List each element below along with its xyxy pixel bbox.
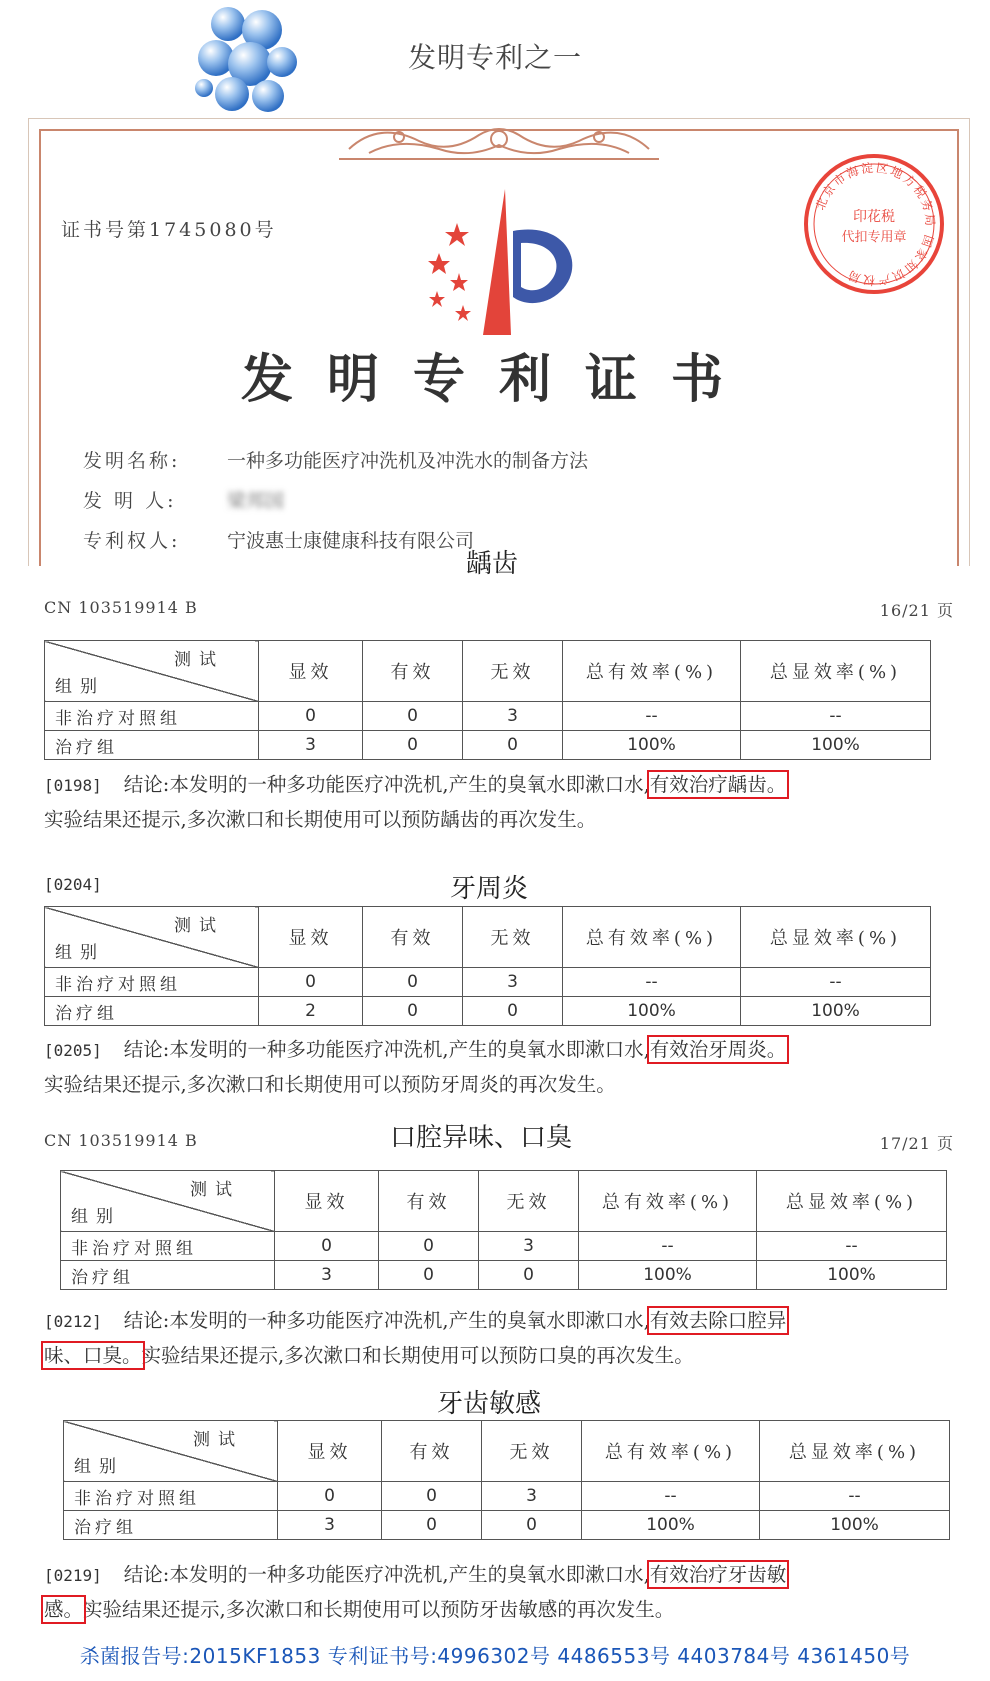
table-cell: -- (741, 702, 931, 731)
table-header-cell: 总显效率(%) (741, 907, 931, 968)
results-table (44, 640, 931, 760)
table-cell: 0 (379, 1232, 479, 1261)
paragraph-number: [0205] (44, 1041, 102, 1060)
table-cell: 100% (741, 731, 931, 760)
table-cell: -- (741, 968, 931, 997)
table-cell: 3 (482, 1482, 582, 1511)
corner-label-test: 测试 (193, 1430, 243, 1450)
patent-certificate (28, 118, 970, 566)
results-table (60, 1170, 947, 1290)
group-name-cell: 非治疗对照组 (45, 968, 259, 997)
section-title: 口腔异味、口臭 (390, 1123, 573, 1153)
table-corner-cell (45, 641, 259, 702)
table-cell: 0 (275, 1232, 379, 1261)
table-header-cell: 总有效率(%) (563, 641, 741, 702)
conclusion-text: 结论:本发明的一种多功能医疗冲洗机,产生的臭氧水即漱口水, (123, 1309, 650, 1332)
group-name-cell: 治疗组 (64, 1511, 278, 1540)
certificate-title: 发明专利证书 (240, 349, 757, 410)
patent-office-logo-icon (417, 187, 597, 337)
table-header-cell: 有效 (363, 641, 463, 702)
highlighted-claim: 有效去除口腔异 (649, 1309, 787, 1332)
table-header-cell: 无效 (463, 641, 563, 702)
field-label: 发明名称: (83, 450, 181, 472)
results-table (44, 906, 931, 1026)
corner-label-test: 测试 (174, 916, 224, 936)
group-name-cell: 非治疗对照组 (45, 702, 259, 731)
conclusion-text: 结论:本发明的一种多功能医疗冲洗机,产生的臭氧水即漱口水, (123, 773, 650, 796)
table-cell: 100% (741, 997, 931, 1026)
paragraph-number: [0198] (44, 776, 102, 795)
table-row (45, 731, 931, 760)
table-row (64, 1482, 950, 1511)
conclusion-paragraph (44, 1033, 924, 1102)
page-number: 16/21 页 (879, 601, 954, 620)
results-table (63, 1420, 950, 1540)
conclusion-followup: 实验结果还提示,多次漱口和长期使用可以预防牙齿敏感的再次发生。 (83, 1598, 675, 1621)
table-cell: 0 (382, 1511, 482, 1540)
table-cell: 0 (278, 1482, 382, 1511)
corner-label-test: 测试 (174, 650, 224, 670)
table-cell: -- (757, 1232, 947, 1261)
table-cell: 0 (463, 997, 563, 1026)
table-cell: 3 (278, 1511, 382, 1540)
table-cell: -- (563, 968, 741, 997)
table-header-row (61, 1171, 947, 1232)
table-cell: 100% (563, 997, 741, 1026)
table-cell: 3 (463, 968, 563, 997)
corner-label-group: 组别 (71, 1207, 121, 1227)
table-header-cell: 有效 (382, 1421, 482, 1482)
group-name-cell: 治疗组 (61, 1261, 275, 1290)
field-value: 宁波惠士康健康科技有限公司 (227, 530, 475, 552)
paragraph-number: [0204] (44, 875, 102, 894)
section-title: 牙齿敏感 (437, 1389, 542, 1419)
table-header-row (64, 1421, 950, 1482)
table-header-cell: 有效 (379, 1171, 479, 1232)
table-cell: 0 (379, 1261, 479, 1290)
table-cell: 3 (259, 731, 363, 760)
conclusion-followup: 实验结果还提示,多次漱口和长期使用可以预防口臭的再次发生。 (141, 1344, 694, 1367)
corner-label-group: 组别 (55, 677, 105, 697)
table-cell: 2 (259, 997, 363, 1026)
highlighted-claim: 有效治疗龋齿。 (649, 773, 787, 796)
table-row (61, 1261, 947, 1290)
corner-label-group: 组别 (74, 1457, 124, 1477)
page-heading: 发明专利之一 (407, 41, 582, 74)
field-label: 专利权人: (83, 530, 181, 552)
table-cell: 0 (479, 1261, 579, 1290)
table-header-cell: 总显效率(%) (757, 1171, 947, 1232)
conclusion-text: 结论:本发明的一种多功能医疗冲洗机,产生的臭氧水即漱口水, (123, 1563, 650, 1586)
table-cell: 3 (479, 1232, 579, 1261)
conclusion-followup: 实验结果还提示,多次漱口和长期使用可以预防龋齿的再次发生。 (44, 808, 597, 831)
svg-text:代扣专用章: 代扣专用章 (841, 230, 907, 245)
certificate-number: 证书号第1745080号 (61, 219, 277, 241)
table-corner-cell (45, 907, 259, 968)
table-header-cell: 总显效率(%) (741, 641, 931, 702)
paragraph-number: [0219] (44, 1566, 102, 1585)
field-inventor (83, 481, 588, 521)
table-header-cell: 显效 (259, 641, 363, 702)
table-corner-cell (64, 1421, 278, 1482)
patent-number: CN 103519914 B (44, 1131, 198, 1150)
table-cell: 100% (757, 1261, 947, 1290)
official-seal-icon (799, 149, 949, 299)
table-cell: 100% (579, 1261, 757, 1290)
table-header-cell: 无效 (479, 1171, 579, 1232)
table-corner-cell (61, 1171, 275, 1232)
table-cell: 0 (259, 702, 363, 731)
table-header-cell: 有效 (363, 907, 463, 968)
table-cell: -- (563, 702, 741, 731)
report-footer: 杀菌报告号:2015KF1853 专利证书号:4996302号 4486553号 4403784号 4361450号 (79, 1644, 911, 1668)
corner-label-group: 组别 (55, 943, 105, 963)
conclusion-paragraph (44, 1558, 924, 1627)
table-cell: 3 (463, 702, 563, 731)
paragraph-number: [0212] (44, 1312, 102, 1331)
field-value: 一种多功能医疗冲洗机及冲洗水的制备方法 (227, 450, 589, 472)
highlighted-claim-continued: 味、口臭。 (44, 1344, 142, 1367)
group-name-cell: 治疗组 (45, 731, 259, 760)
field-invention-name (83, 441, 588, 481)
corner-label-test: 测试 (190, 1180, 240, 1200)
table-row (61, 1232, 947, 1261)
table-cell: 0 (482, 1511, 582, 1540)
conclusion-text: 结论:本发明的一种多功能医疗冲洗机,产生的臭氧水即漱口水, (123, 1038, 650, 1061)
table-header-cell: 总有效率(%) (563, 907, 741, 968)
highlighted-claim: 有效治牙周炎。 (649, 1038, 787, 1061)
patent-number: CN 103519914 B (44, 598, 198, 617)
group-name-cell: 非治疗对照组 (64, 1482, 278, 1511)
table-header-cell: 显效 (278, 1421, 382, 1482)
field-label: 发 明 人: (83, 490, 177, 512)
table-cell: -- (760, 1482, 950, 1511)
table-header-cell: 显效 (275, 1171, 379, 1232)
svg-text:北京市海淀区地方税务局 国家知识产权局: 北京市海淀区地方税务局 国家知识产权局 (812, 160, 938, 288)
highlighted-claim: 有效治疗牙齿敏 (649, 1563, 787, 1586)
table-header-cell: 显效 (259, 907, 363, 968)
table-row (45, 968, 931, 997)
table-cell: -- (579, 1232, 757, 1261)
table-cell: 0 (363, 997, 463, 1026)
table-header-row (45, 907, 931, 968)
table-cell: 100% (760, 1511, 950, 1540)
conclusion-paragraph (44, 1304, 924, 1373)
highlighted-claim-continued: 感。 (44, 1598, 84, 1621)
table-header-cell: 总有效率(%) (582, 1421, 760, 1482)
table-header-cell: 无效 (482, 1421, 582, 1482)
field-value-blurred: 梁邦国 (227, 490, 285, 512)
table-row (45, 997, 931, 1026)
table-cell: 3 (275, 1261, 379, 1290)
group-name-cell: 非治疗对照组 (61, 1232, 275, 1261)
table-cell: 100% (563, 731, 741, 760)
svg-text:印花税: 印花税 (853, 209, 895, 225)
table-row (64, 1511, 950, 1540)
table-header-cell: 总显效率(%) (760, 1421, 950, 1482)
section-title: 牙周炎 (450, 874, 529, 904)
table-cell: 0 (363, 702, 463, 731)
ornament-icon (339, 119, 659, 165)
table-cell: 100% (582, 1511, 760, 1540)
table-cell: -- (582, 1482, 760, 1511)
table-header-row (45, 641, 931, 702)
table-row (45, 702, 931, 731)
table-cell: 0 (363, 968, 463, 997)
table-header-cell: 总有效率(%) (579, 1171, 757, 1232)
table-cell: 0 (463, 731, 563, 760)
table-cell: 0 (382, 1482, 482, 1511)
table-cell: 0 (259, 968, 363, 997)
page-number: 17/21 页 (879, 1134, 954, 1153)
conclusion-paragraph (44, 768, 924, 837)
table-cell: 0 (363, 731, 463, 760)
table-header-cell: 无效 (463, 907, 563, 968)
section-title: 龋齿 (466, 549, 519, 579)
conclusion-followup: 实验结果还提示,多次漱口和长期使用可以预防牙周炎的再次发生。 (44, 1073, 616, 1096)
group-name-cell: 治疗组 (45, 997, 259, 1026)
